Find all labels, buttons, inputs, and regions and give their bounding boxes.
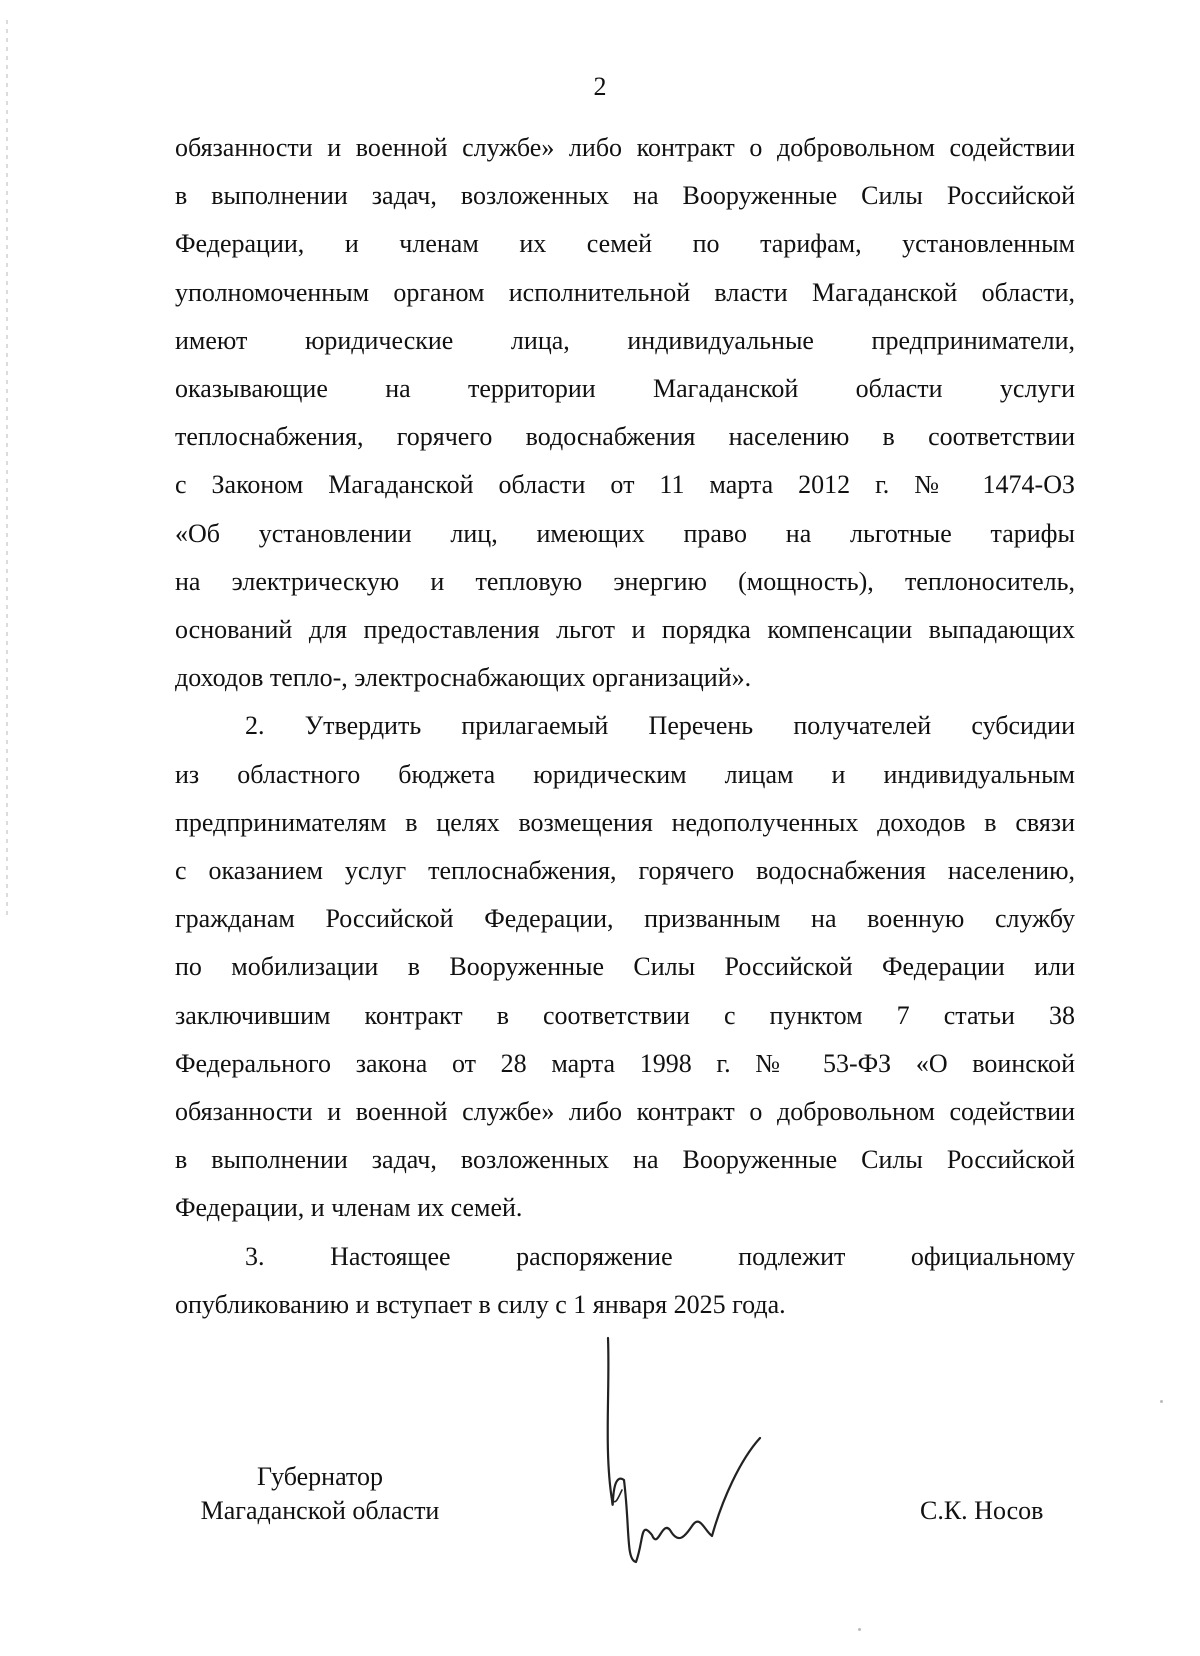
- text-line: предпринимателям в целях возмещения недополученных доходов в связи: [175, 807, 1075, 837]
- signatory-title-line1: Губернатор: [257, 1462, 383, 1491]
- text-line: по мобилизации в Вооруженные Силы Российской Федерации или: [175, 952, 1075, 982]
- text-line: «Об установлении лиц, имеющих право на льготные тарифы: [175, 518, 1075, 548]
- text-line: в выполнении задач, возложенных на Вооруженные Силы Российской: [175, 1145, 1075, 1175]
- text-line: с Законом Магаданской области от 11 марта 2012 г. № 1474-ОЗ: [175, 470, 1075, 500]
- signatory-title-line2: Магаданской области: [200, 1496, 440, 1525]
- text-line: 3. Настоящее распоряжение подлежит официальному: [245, 1241, 1075, 1271]
- text-line: в выполнении задач, возложенных на Вооруженные Силы Российской: [175, 181, 1075, 211]
- paragraph-item-3: [175, 1233, 1075, 1329]
- text-line: доходов тепло-, электроснабжающих организаций».: [175, 663, 752, 693]
- text-line: гражданам Российской Федерации, призванным на военную службу: [175, 904, 1075, 934]
- text-line: уполномоченным органом исполнительной власти Магаданской области,: [175, 277, 1075, 307]
- text-line: опубликованию и вступает в силу с 1 января 2025 года.: [175, 1289, 786, 1319]
- text-line: из областного бюджета юридическим лицам и индивидуальным: [175, 759, 1075, 789]
- paragraph-item-2: [175, 702, 1075, 1232]
- scan-edge-artifact: [6, 20, 8, 920]
- text-line: оснований для предоставления льгот и порядка компенсации выпадающих: [175, 615, 1075, 645]
- handwritten-signature: [600, 1330, 770, 1570]
- paragraph-continuation: [175, 124, 1075, 702]
- signatory-title: [180, 1460, 460, 1528]
- text-line: обязанности и военной службе» либо контракт о добровольном содействии: [175, 133, 1075, 162]
- text-line: с оказанием услуг теплоснабжения, горячего водоснабжения населению,: [175, 856, 1075, 886]
- document-body: [175, 124, 1075, 1329]
- scan-speck: [1160, 1400, 1163, 1403]
- text-line: имеют юридические лица, индивидуальные предприниматели,: [175, 325, 1075, 355]
- text-line: оказывающие на территории Магаданской области услуги: [175, 374, 1075, 404]
- page-number: 2: [593, 72, 607, 101]
- text-line: 2. Утвердить прилагаемый Перечень получателей субсидии: [245, 711, 1075, 741]
- signatory-name: С.К. Носов: [920, 1496, 1044, 1525]
- text-line: теплоснабжения, горячего водоснабжения населению в соответствии: [175, 422, 1075, 452]
- text-line: Федерации, и членам их семей по тарифам, установленным: [175, 229, 1075, 259]
- text-line: заключившим контракт в соответствии с пунктом 7 статьи 38: [175, 1000, 1075, 1030]
- text-line: на электрическую и тепловую энергию (мощность), теплоноситель,: [175, 566, 1075, 596]
- scan-speck: [858, 1628, 861, 1631]
- text-line: обязанности и военной службе» либо контракт о добровольном содействии: [175, 1097, 1075, 1127]
- text-line: Федерации, и членам их семей.: [175, 1193, 523, 1223]
- text-line: Федерального закона от 28 марта 1998 г. № 53-ФЗ «О воинской: [175, 1048, 1075, 1078]
